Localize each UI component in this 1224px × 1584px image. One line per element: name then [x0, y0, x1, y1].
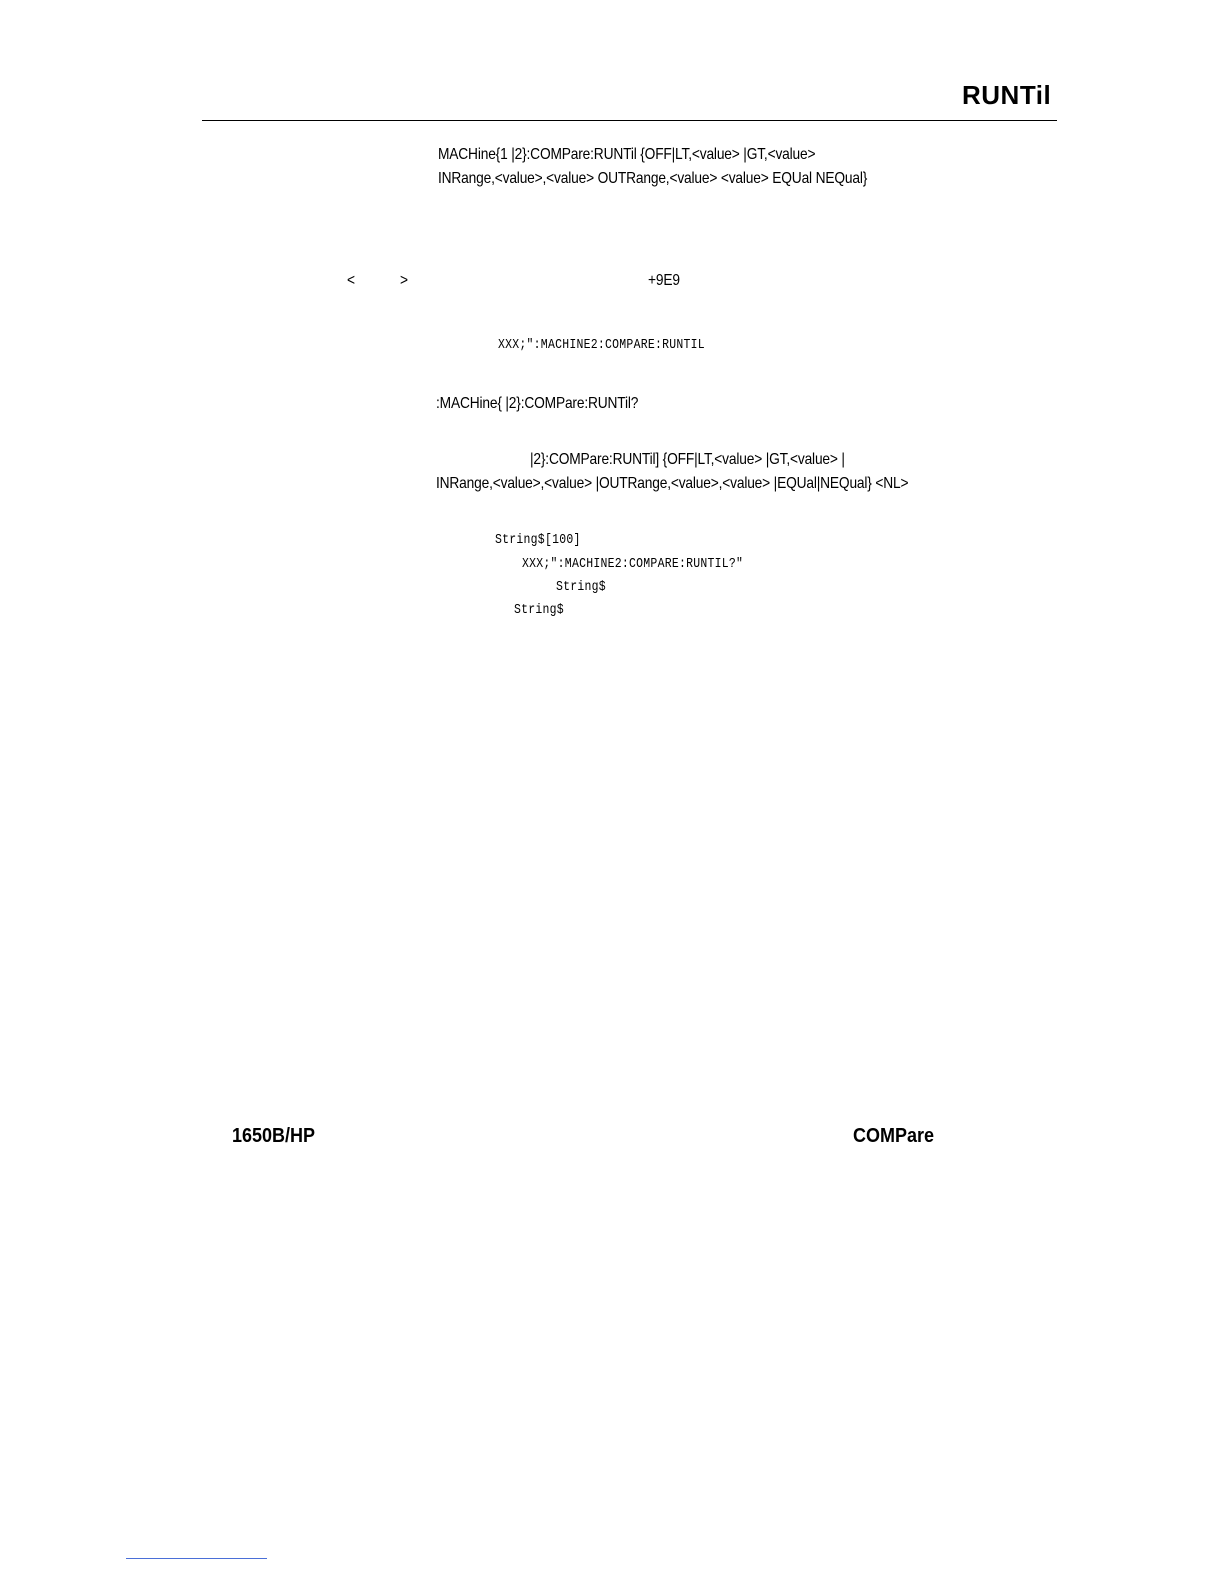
query-example-line-2: XXX;":MACHINE2:COMPARE:RUNTIL?" [522, 556, 744, 572]
page-heading: RUNTil [962, 80, 1052, 110]
returned-format-line-2: INRange,<value>,<value> |OUTRange,<value>,<value> |EQUal|NEQual} <NL> [436, 475, 909, 492]
command-example: XXX;":MACHINE2:COMPARE:RUNTIL [498, 337, 705, 353]
returned-format-line-1: |2}:COMPare:RUNTil] {OFF|LT,<value> |GT,<value> | [530, 451, 845, 468]
header-rule [202, 120, 1057, 121]
parameter-open-bracket: < [347, 272, 355, 289]
query-example-line-3: String$ [556, 579, 606, 595]
parameter-close-bracket: > [400, 272, 408, 289]
query-example-line-4: String$ [514, 602, 564, 618]
command-syntax-line-1: MACHine{1 |2}:COMPare:RUNTil {OFF|LT,<value> |GT,<value> [438, 146, 816, 163]
footer-left: 1650B/HP [232, 1125, 316, 1147]
footer-right: COMPare [853, 1125, 935, 1147]
footnote-rule [126, 1558, 267, 1559]
query-syntax: :MACHine{ |2}:COMPare:RUNTil? [436, 395, 639, 412]
command-syntax-line-2: INRange,<value>,<value> OUTRange,<value> <value> EQUal NEQual} [438, 170, 868, 187]
query-example-line-1: String$[100] [495, 532, 581, 548]
parameter-limit: +9E9 [648, 272, 680, 289]
